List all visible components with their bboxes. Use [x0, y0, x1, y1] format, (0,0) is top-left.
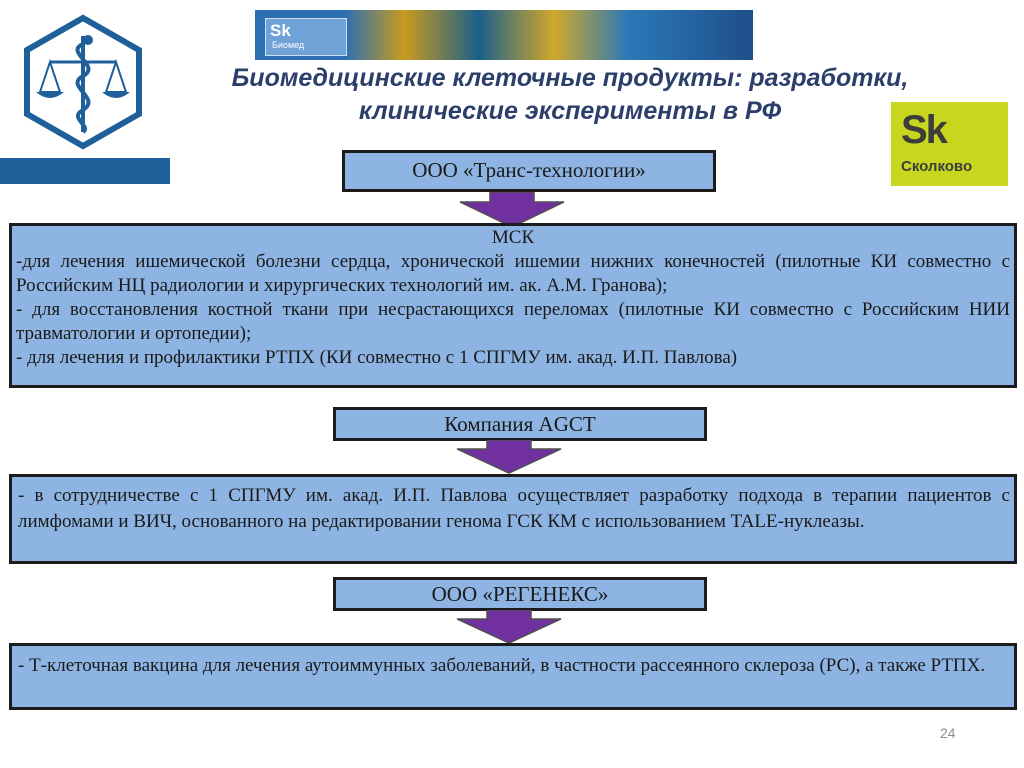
company-box-trans-technologies — [342, 150, 716, 192]
description-box-msk — [9, 223, 1017, 388]
sk-biomed-logo: Sk Биомед — [265, 18, 347, 56]
page-number: 24 — [940, 725, 956, 741]
skolkovo-logo: Sk Сколково — [891, 102, 1008, 186]
company-name: ООО «РЕГЕНЕКС» — [431, 582, 609, 606]
title-line-2: клинические эксперименты в РФ — [358, 97, 782, 125]
down-arrow-icon — [455, 610, 563, 644]
left-accent-bar — [0, 158, 170, 184]
title-line-1: Биомедицинские клеточные продукты: разработки, — [231, 64, 909, 92]
description-line: - в сотрудничестве с 1 СПГМУ им. акад. И.П. Павлова осуществляет разработку подхода в терапии пациентов с лимфомами и ВИЧ, основанного на редактировании генома ГСК КМ с использованием TALE-нуклеазы. — [18, 485, 1010, 532]
description-box-agct — [9, 474, 1017, 564]
biomed-banner — [255, 10, 753, 60]
company-box-regenex — [333, 577, 707, 611]
section-heading: МСК — [491, 227, 535, 248]
description-line: - Т-клеточная вакцина для лечения аутоиммунных заболеваний, в частности рассеянного склероза (РС), а также РТПХ. — [18, 655, 986, 676]
description-line: -для лечения ишемической болезни сердца, хронической ишемии нижних конечностей (пилотные КИ совместно с Российским НЦ радиологии и хирургических технологий им. ак. А.М. Гранова); — [16, 251, 1010, 296]
down-arrow-icon — [455, 440, 563, 474]
slide-title — [170, 62, 970, 128]
company-name: Компания AGCT — [444, 412, 596, 436]
company-box-agct — [333, 407, 707, 441]
company-name: ООО «Транс-технологии» — [412, 158, 646, 182]
description-line: - для восстановления костной ткани при несрастающихся переломах (пилотные КИ совместно с Российским НИИ травматологии и ортопедии); — [16, 299, 1010, 344]
description-line: - для лечения и профилактики РТПХ (КИ совместно с 1 СПГМУ им. акад. И.П. Павлова) — [16, 347, 738, 368]
description-box-regenex — [9, 643, 1017, 710]
medical-emblem-logo — [22, 14, 144, 150]
